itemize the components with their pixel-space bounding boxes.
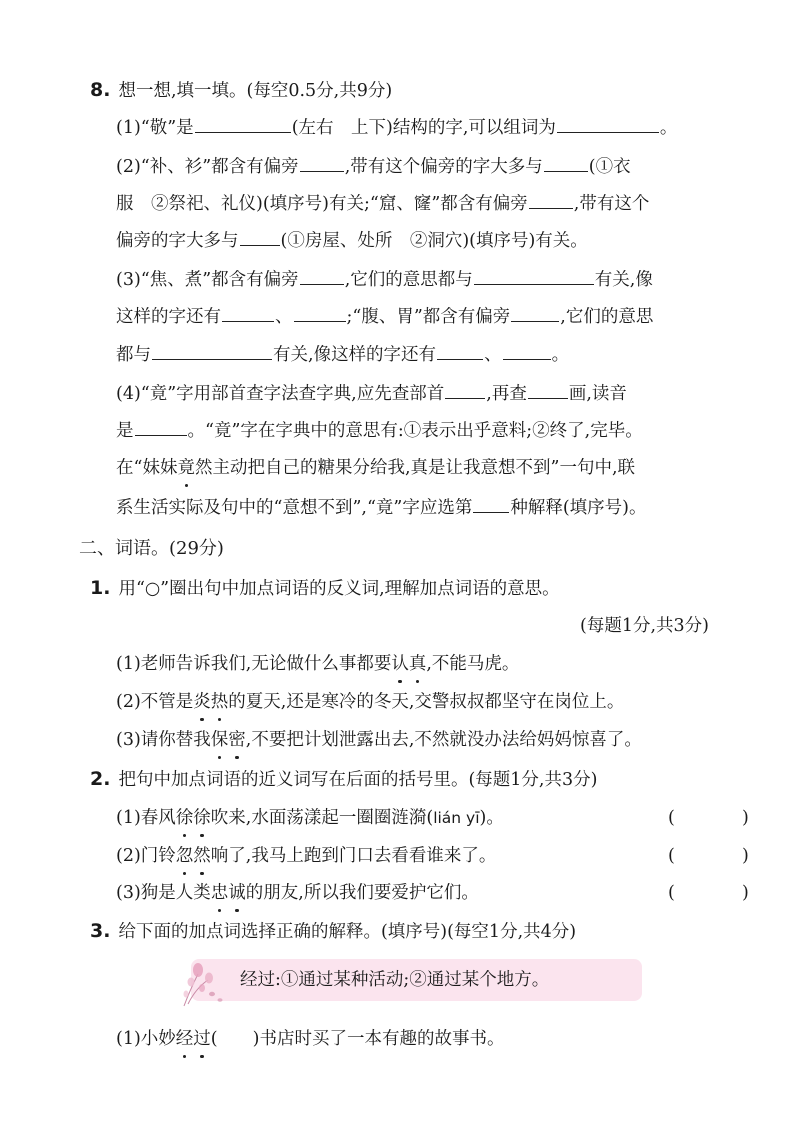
dotted-character: 忽 [175, 846, 194, 866]
s2q2-title-line [90, 767, 597, 792]
pinyin-annotation: lián yī [433, 809, 480, 827]
q8-part2-text-g: (①房屋、处所 ②洞穴)(填序号)有关。 [280, 231, 588, 251]
q8-part2-text-e: ,带有这个 [573, 194, 650, 214]
q8-part2-line2 [116, 190, 649, 216]
q8-part4-text-a: (4)“竟”字用部首查字法查字典,应先查部首 [116, 384, 445, 404]
q8-title-line [90, 78, 392, 103]
q8-part3-text-e: 、 [275, 307, 293, 327]
s2q2-item1-text-b: 吹来,水面荡漾起一圈圈涟漪( [210, 808, 434, 828]
s2q2-number: 2. [90, 768, 111, 790]
s2q1-item3 [116, 728, 642, 752]
s2q1-item1 [116, 652, 519, 676]
q8-part4-line3 [116, 456, 635, 480]
q8-part4-text-h: 然主动把自己的糖果分给我,真是让我意想不到”一句中,联 [194, 458, 636, 478]
answer-blank[interactable] [300, 266, 344, 285]
answer-paren-close: ) [742, 883, 749, 903]
answer-paren-open: ( [668, 808, 675, 828]
q8-part3-text-j: 、 [484, 345, 502, 365]
s2q1-score: (每题1分,共3分) [580, 616, 709, 636]
s2q2-item1-text-c: )。 [479, 808, 504, 828]
answer-paren-slot[interactable] [684, 804, 740, 832]
s2q1-title: 用“○”圈出句中加点词语的反义词,理解加点词语的意思。 [118, 579, 560, 599]
q8-part3-line2 [116, 303, 653, 329]
dotted-character: 炎 [193, 692, 211, 712]
s2q1-number: 1. [90, 577, 111, 599]
s2q2-item3-text-a: (3)狗是人类 [116, 883, 211, 903]
q8-part2-line1 [116, 153, 631, 179]
s2q2-item1 [116, 806, 504, 830]
answer-blank[interactable] [544, 153, 588, 172]
q8-part4-text-e: 。“竟”字在字典中的意思有:①表示出乎意料;②终了,完毕。 [187, 421, 643, 441]
q8-part2-text-c: (①衣 [588, 157, 631, 177]
dotted-character: 过 [193, 1029, 211, 1049]
section2-title: 二、词语。(29分) [79, 538, 224, 559]
q8-part2-text-a: (2)“补、衫”都含有偏旁 [116, 157, 299, 177]
answer-paren-slot[interactable] [684, 842, 740, 870]
q8-part2-text-f: 偏旁的字大多与 [116, 231, 239, 251]
s2q2-item1-text-a: (1)春风 [116, 808, 176, 828]
answer-blank[interactable] [474, 266, 594, 285]
s2q3-title-line [90, 919, 576, 944]
q8-title: 想一想,填一填。(每空0.5分,共9分) [118, 81, 393, 101]
s2q3-item1-text-b: ( )书店时买了一本有趣的故事书。 [210, 1029, 505, 1049]
q8-part3-line1 [116, 266, 653, 292]
s2q1-item1-text-a: (1)老师告诉我们,无论做什么事都要 [116, 654, 392, 674]
q8-part3-text-f: ;“腹、胃”都含有偏旁 [346, 307, 511, 327]
s2q1-item2-text-b: 的夏天,还是寒冷的冬天,交警叔叔都坚守在岗位上。 [228, 692, 625, 712]
q8-number: 8. [90, 79, 111, 101]
answer-blank[interactable] [152, 341, 272, 360]
dotted-character: 徐 [175, 808, 194, 828]
answer-blank[interactable] [135, 417, 187, 436]
dotted-character: 忠 [210, 883, 229, 903]
q8-part3-text-d: 这样的字还有 [116, 307, 221, 327]
s2q1-item1-text-b: ,不能马虎。 [426, 654, 520, 674]
dotted-character: 真 [408, 654, 427, 674]
answer-blank[interactable] [473, 494, 509, 513]
dotted-character: 认 [391, 654, 409, 674]
q8-part3-text-k: 。 [551, 345, 570, 365]
q8-part3-text-g: ,它们的意思 [560, 307, 654, 327]
answer-paren-close: ) [742, 808, 749, 828]
dotted-character: 密 [228, 730, 246, 750]
dotted-character: 竟 [177, 458, 195, 478]
s2q2-item2-text-a: (2)门铃 [116, 846, 176, 866]
s2q3-number: 3. [90, 920, 111, 942]
s2q3-title: 给下面的加点词选择正确的解释。(填序号)(每空1分,共4分) [118, 922, 577, 942]
q8-part3-text-h: 都与 [116, 345, 151, 365]
q8-part2-text-d: 服 ②祭祀、礼仪)(填序号)有关;“窟、窿”都含有偏旁 [116, 194, 528, 214]
s2q1-title-line [90, 576, 560, 601]
answer-blank[interactable] [437, 341, 483, 360]
answer-paren-open: ( [668, 846, 675, 866]
s2q1-item3-text-b: ,不要把计划泄露出去,不然就没办法给妈妈惊喜了。 [245, 730, 642, 750]
q8-part3-text-a: (3)“焦、煮”都含有偏旁 [116, 270, 299, 290]
answer-paren-open: ( [668, 883, 675, 903]
q8-part1-text-b: (左右 上下)结构的字,可以组词为 [291, 118, 556, 138]
q8-part3-line3 [116, 341, 569, 367]
s2q1-item3-text-a: (3)请你替我 [116, 730, 211, 750]
answer-blank[interactable] [240, 227, 280, 246]
q8-part4-text-f: 在“妹妹 [116, 458, 178, 478]
answer-blank[interactable] [528, 380, 568, 399]
answer-blank[interactable] [222, 303, 274, 322]
answer-blank[interactable] [294, 303, 346, 322]
q8-part4-line2 [116, 417, 643, 443]
answer-paren-close: ) [742, 846, 749, 866]
q8-part4-text-j: 种解释(填序号)。 [510, 498, 647, 518]
s2q1-item2-text-a: (2)不管是 [116, 692, 194, 712]
s2q2-item3-text-b: 的朋友,所以我们要爱护它们。 [245, 883, 479, 903]
s2q3-item1 [116, 1027, 504, 1051]
s2q2-title: 把句中加点词语的近义词写在后面的括号里。(每题1分,共3分) [118, 770, 598, 790]
q8-part3-text-c: 有关,像 [594, 270, 653, 290]
dotted-character: 然 [193, 846, 211, 866]
s2q3-item1-text-a: (1)小妙 [116, 1029, 176, 1049]
answer-blank[interactable] [511, 303, 559, 322]
answer-blank[interactable] [300, 153, 344, 172]
q8-part3-text-i: 有关,像这样的字还有 [273, 345, 437, 365]
dotted-character: 徐 [193, 808, 211, 828]
answer-paren-slot[interactable] [684, 879, 740, 907]
definition-text: 经过:①通过某种活动;②通过某个地方。 [240, 970, 550, 990]
q8-part4-text-c: 画,读音 [568, 384, 627, 404]
dotted-character: 保 [210, 730, 229, 750]
q8-part1-text-a: (1)“敬”是 [116, 118, 194, 138]
dotted-character: 诚 [228, 883, 246, 903]
answer-blank[interactable] [529, 190, 573, 209]
s2q1-item2 [116, 690, 624, 714]
q8-part4-line4 [116, 494, 647, 520]
s2q2-item2-text-b: 响了,我马上跑到门口去看看谁来了。 [210, 846, 497, 866]
dotted-character: 经 [175, 1029, 194, 1049]
answer-blank[interactable] [445, 380, 485, 399]
q8-part2-text-b: ,带有这个偏旁的字大多与 [344, 157, 543, 177]
dotted-character: 热 [210, 692, 229, 712]
q8-part1 [116, 114, 677, 140]
q8-part4-line1 [116, 380, 627, 406]
q8-part3-text-b: ,它们的意思都与 [344, 270, 473, 290]
answer-blank[interactable] [195, 114, 291, 133]
q8-part4-text-i: 系生活实际及句中的“意想不到”,“竟”字应选第 [116, 498, 473, 518]
q8-part4-text-d: 是 [116, 421, 134, 441]
flower-decoration-icon [176, 954, 236, 1008]
q8-part2-line3 [116, 227, 588, 253]
answer-blank[interactable] [503, 341, 551, 360]
s2q2-item2 [116, 844, 496, 868]
answer-blank[interactable] [557, 114, 659, 133]
s2q2-item3 [116, 881, 479, 905]
q8-part1-text-c: 。 [659, 118, 678, 138]
q8-part4-text-b: ,再查 [486, 384, 527, 404]
